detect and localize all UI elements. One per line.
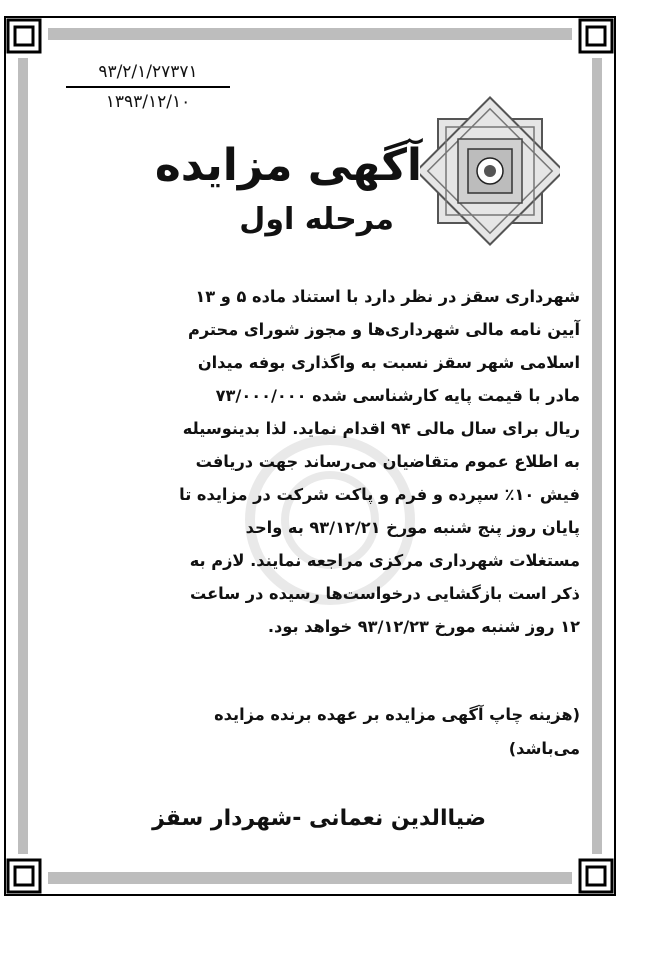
border-left-bar <box>18 58 28 854</box>
corner-ornament-icon <box>4 16 44 56</box>
corner-ornament-icon <box>576 16 616 56</box>
corner-ornament-icon <box>4 856 44 896</box>
reference-number: ۹۳/۲/۱/۲۷۳۷۱ <box>66 62 230 88</box>
notice-subtitle: مرحله اول <box>239 202 394 237</box>
notice-date: ۱۳۹۳/۱۲/۱۰ <box>105 92 191 112</box>
reference-block <box>66 62 230 112</box>
corner-ornament-icon <box>576 856 616 896</box>
signature: ضیاالدین نعمانی -شهردار سقز <box>152 806 486 831</box>
border-right-bar <box>592 58 602 854</box>
notice-note: (هزینه چاپ آگهی مزایده بر عهده برنده مزایده می‌باشد) <box>214 705 580 758</box>
municipality-emblem-icon <box>420 96 560 246</box>
notice-body: شهرداری سقز در نظر دارد با استناد ماده ۵ و ۱۳ آیین نامه مالی شهرداری‌ها و مجوز شورای محترم اسلامی شهر سقز نسبت به واگذاری بوفه میدان مادر با قیمت پایه کارشناسی شده ۷۳/۰۰۰/۰۰۰ ریال برای سال مالی ۹۴ اقدام نماید. لذا بدینوسیله به اطلاع عموم متقاضیان می‌رساند جهت دریافت فیش ۱۰٪ سپرده و فرم و پاکت شرکت در مزایده تا پایان روز پنج شنبه مورخ ۹۳/۱۲/۲۱ به واحد مستغلات شهرداری مرکزی مراجعه نمایند. لازم به ذکر است بازگشایی درخواست‌ها رسیده در ساعت ۱۲ روز شنبه مورخ ۹۳/۱۲/۲۳ خواهد بود. <box>179 287 580 636</box>
notice-title: آگهی مزایده <box>154 140 422 191</box>
